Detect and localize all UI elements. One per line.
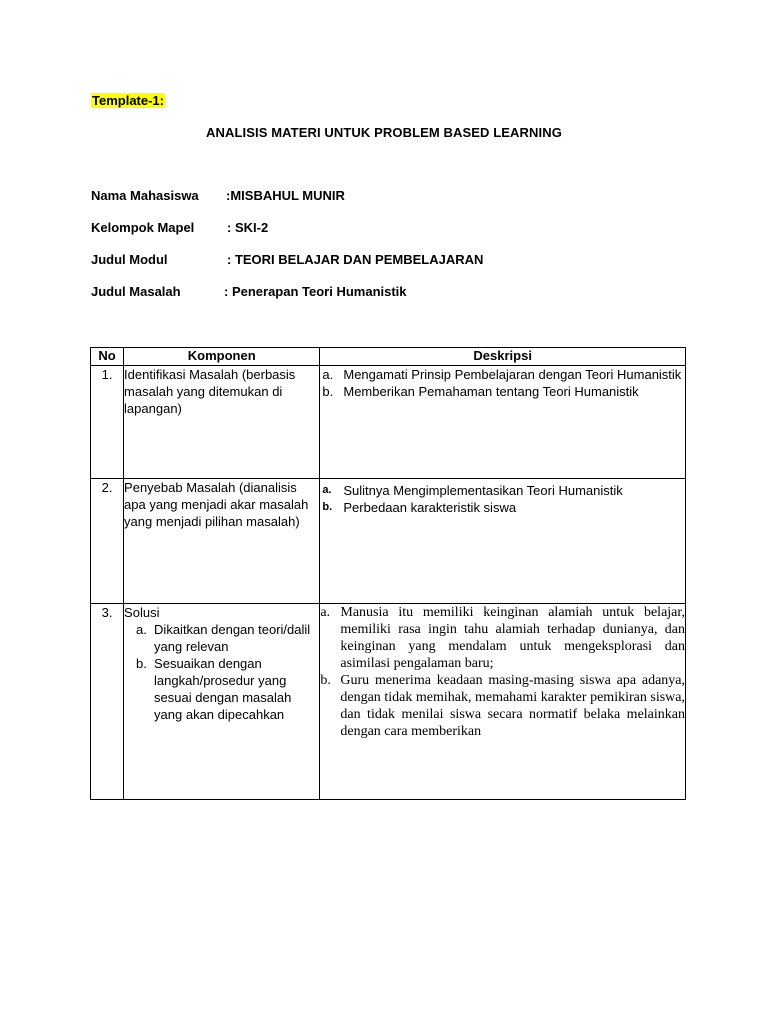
list-marker: a. (320, 605, 331, 620)
list-item (320, 499, 685, 516)
list-item-text: Perbedaan karakteristik siswa (343, 500, 517, 515)
table-row (91, 604, 686, 800)
meta-value: : SKI-2 (227, 220, 269, 235)
row-number: 2. (91, 479, 124, 604)
meta-value: : Penerapan Teori Humanistik (224, 284, 407, 299)
deskripsi-cell (320, 366, 686, 479)
komponen-cell: Penyebab Masalah (dianalisis apa yang menjadi akar masalah yang menjadi pilihan masalah) (124, 479, 320, 604)
list-marker: b. (322, 501, 333, 513)
row-number: 3. (91, 604, 124, 800)
header-deskripsi: Deskripsi (320, 348, 686, 366)
meta-row-nama (91, 188, 345, 203)
list-item-text: Sesuaikan dengan langkah/prosedur yang sesuai dengan masalah yang akan dipecahkan (154, 656, 292, 722)
description-list (320, 604, 685, 740)
list-item-text: Dikaitkan dengan teori/dalil yang relevan (154, 622, 311, 654)
meta-label: Kelompok Mapel (91, 220, 195, 235)
description-list (320, 366, 685, 400)
list-marker: a. (322, 484, 332, 496)
table-row (91, 479, 686, 604)
list-item-text: Manusia itu memiliki keinginan alamiah untuk belajar, memiliki rasa ingin tahu alamiah terhadap dunianya, dan keinginan yang mendalam untuk mengeksplorasi dan asimilasi pengalaman baru; (340, 605, 685, 671)
komponen-title: Solusi (124, 605, 160, 620)
row-number: 1. (91, 366, 124, 479)
list-item (136, 621, 319, 655)
meta-label: Nama Mahasiswa (91, 188, 199, 203)
list-item (320, 672, 685, 740)
meta-row-judul-modul (91, 252, 484, 267)
list-item-text: Guru menerima keadaan masing-masing siswa apa adanya, dengan tidak memihak, memahami karakter pemikiran siswa, dan tidak menilai siswa secara normatif belaka melainkan dengan cara memberikan (340, 673, 685, 739)
meta-value: : TEORI BELAJAR DAN PEMBELAJARAN (227, 252, 484, 267)
table-row (91, 366, 686, 479)
deskripsi-cell (320, 604, 686, 800)
list-marker: b. (136, 656, 147, 671)
list-marker: a. (136, 622, 147, 637)
komponen-cell: Identifikasi Masalah (berbasis masalah yang ditemukan di lapangan) (124, 366, 320, 479)
table-header-row (91, 348, 686, 366)
deskripsi-cell (320, 479, 686, 604)
meta-label: Judul Modul (91, 252, 168, 267)
list-item (320, 383, 685, 400)
header-no: No (91, 348, 124, 366)
list-item-text: Memberikan Pemahaman tentang Teori Humanistik (343, 384, 639, 399)
list-marker: b. (320, 673, 331, 688)
meta-row-kelompok (91, 220, 269, 235)
list-marker: a. (322, 367, 334, 382)
list-item-text: Sulitnya Mengimplementasikan Teori Humanistik (343, 483, 623, 498)
list-item (136, 655, 319, 723)
list-item (320, 366, 685, 383)
description-list (320, 482, 685, 516)
meta-row-judul-masalah (91, 284, 407, 299)
list-item (320, 482, 685, 499)
meta-label: Judul Masalah (91, 284, 181, 299)
document-title: ANALISIS MATERI UNTUK PROBLEM BASED LEARNING (206, 125, 562, 140)
komponen-cell (124, 604, 320, 800)
list-marker: b. (322, 384, 334, 399)
komponen-sub-list (124, 621, 319, 723)
meta-value: :MISBAHUL MUNIR (226, 188, 345, 203)
header-komponen: Komponen (124, 348, 320, 366)
template-label: Template-1: (92, 93, 164, 108)
list-item-text: Mengamati Prinsip Pembelajaran dengan Teori Humanistik (343, 367, 682, 382)
list-item (320, 604, 685, 672)
analysis-table (90, 347, 686, 800)
